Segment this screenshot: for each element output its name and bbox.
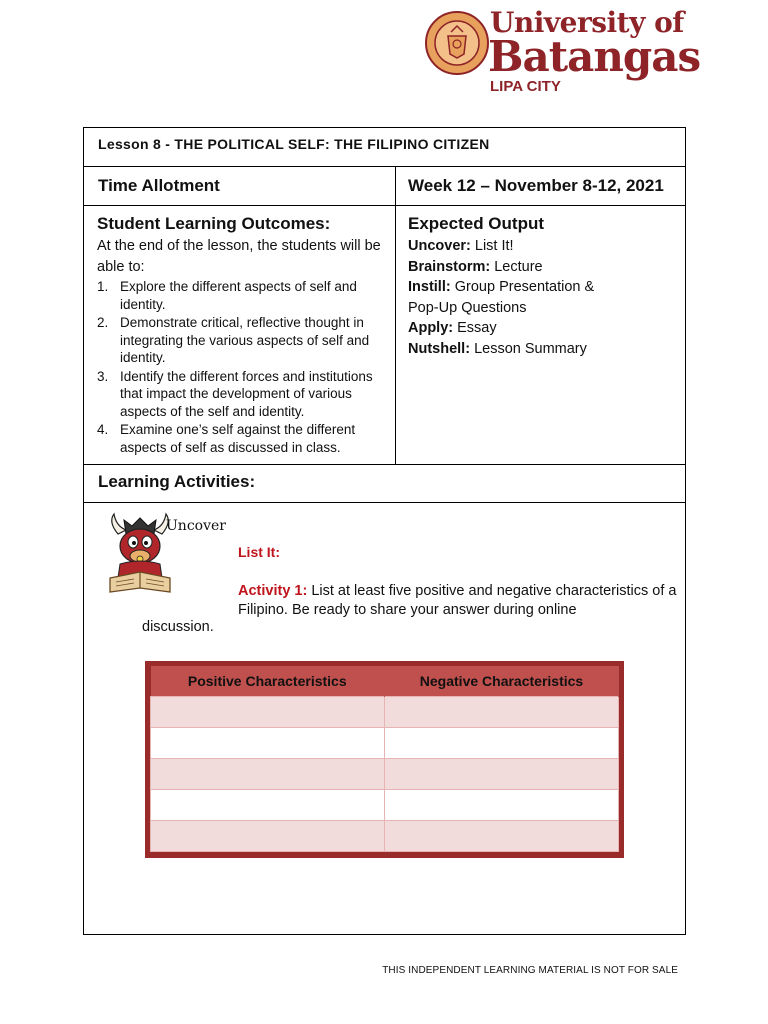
activity-label: Activity 1: <box>238 583 308 599</box>
expected-output-list <box>408 236 678 359</box>
table-cell[interactable] <box>385 821 619 852</box>
list-item: 4. Examine one’s self against the different aspects of self as discussed in class. <box>97 422 356 455</box>
table-row <box>151 759 619 790</box>
expected-item-instill: Instill: Group Presentation & Pop-Up Questions <box>408 279 595 316</box>
activity-text: List at least five positive and negative characteristics of a Filipino. Be ready to share your answer during online <box>238 583 677 618</box>
table-cell[interactable] <box>151 759 385 790</box>
lesson-frame <box>83 127 686 935</box>
table-cell[interactable] <box>151 821 385 852</box>
divider <box>84 166 685 167</box>
table-cell[interactable] <box>151 697 385 728</box>
column-header-positive: Positive Characteristics <box>151 666 385 697</box>
expected-item-nutshell: Nutshell: Lesson Summary <box>408 340 587 357</box>
university-logo <box>422 6 701 95</box>
column-header-negative: Negative Characteristics <box>385 666 619 697</box>
expected-item-uncover: Uncover: List It! <box>408 238 514 254</box>
uncover-label: Uncover <box>166 518 226 534</box>
table-row <box>151 728 619 759</box>
university-name-line2: Batangas <box>488 32 701 81</box>
characteristics-table-frame <box>145 661 624 858</box>
table-cell[interactable] <box>151 790 385 821</box>
expected-item-brainstorm: Brainstorm: Lecture <box>408 258 543 275</box>
list-item: 3. Identify the different forces and institutions that impact the development of various aspects of the self and identity. <box>97 368 373 419</box>
footer-notice: THIS INDEPENDENT LEARNING MATERIAL IS NOT FOR SALE <box>382 965 678 976</box>
activity-instructions <box>238 582 678 619</box>
list-item: 2. Demonstrate critical, reflective thought in integrating the various aspects of self and identity. <box>97 315 370 365</box>
expected-item-apply: Apply: Essay <box>408 320 497 336</box>
table-row <box>151 821 619 852</box>
outcomes-heading: Student Learning Outcomes: <box>97 214 331 233</box>
list-item: 1. Explore the different aspects of self and identity. <box>97 279 357 312</box>
characteristics-table <box>150 666 619 852</box>
university-seal-icon <box>424 10 490 76</box>
learning-activities-heading: Learning Activities: <box>98 472 256 491</box>
list-it-title: List It: <box>238 544 280 560</box>
expected-output-heading: Expected Output <box>408 214 545 233</box>
campus-name: LIPA CITY <box>490 78 561 95</box>
table-cell[interactable] <box>385 697 619 728</box>
table-cell[interactable] <box>151 728 385 759</box>
divider <box>84 205 685 206</box>
outcomes-list <box>97 278 382 457</box>
divider <box>84 502 685 503</box>
lesson-title: Lesson 8 - THE POLITICAL SELF: THE FILIPINO CITIZEN <box>98 136 490 152</box>
table-row <box>151 697 619 728</box>
outcomes-intro: At the end of the lesson, the students will be able to: <box>97 238 381 275</box>
university-name-line1: University of <box>490 6 684 39</box>
table-cell[interactable] <box>385 790 619 821</box>
divider <box>84 464 685 465</box>
table-cell[interactable] <box>385 759 619 790</box>
table-row <box>151 790 619 821</box>
activity-text-continued: discussion. <box>142 619 214 635</box>
column-divider <box>395 166 396 464</box>
table-cell[interactable] <box>385 728 619 759</box>
time-allotment-label: Time Allotment <box>98 176 220 195</box>
schedule-text: Week 12 – November 8-12, 2021 <box>408 176 664 195</box>
